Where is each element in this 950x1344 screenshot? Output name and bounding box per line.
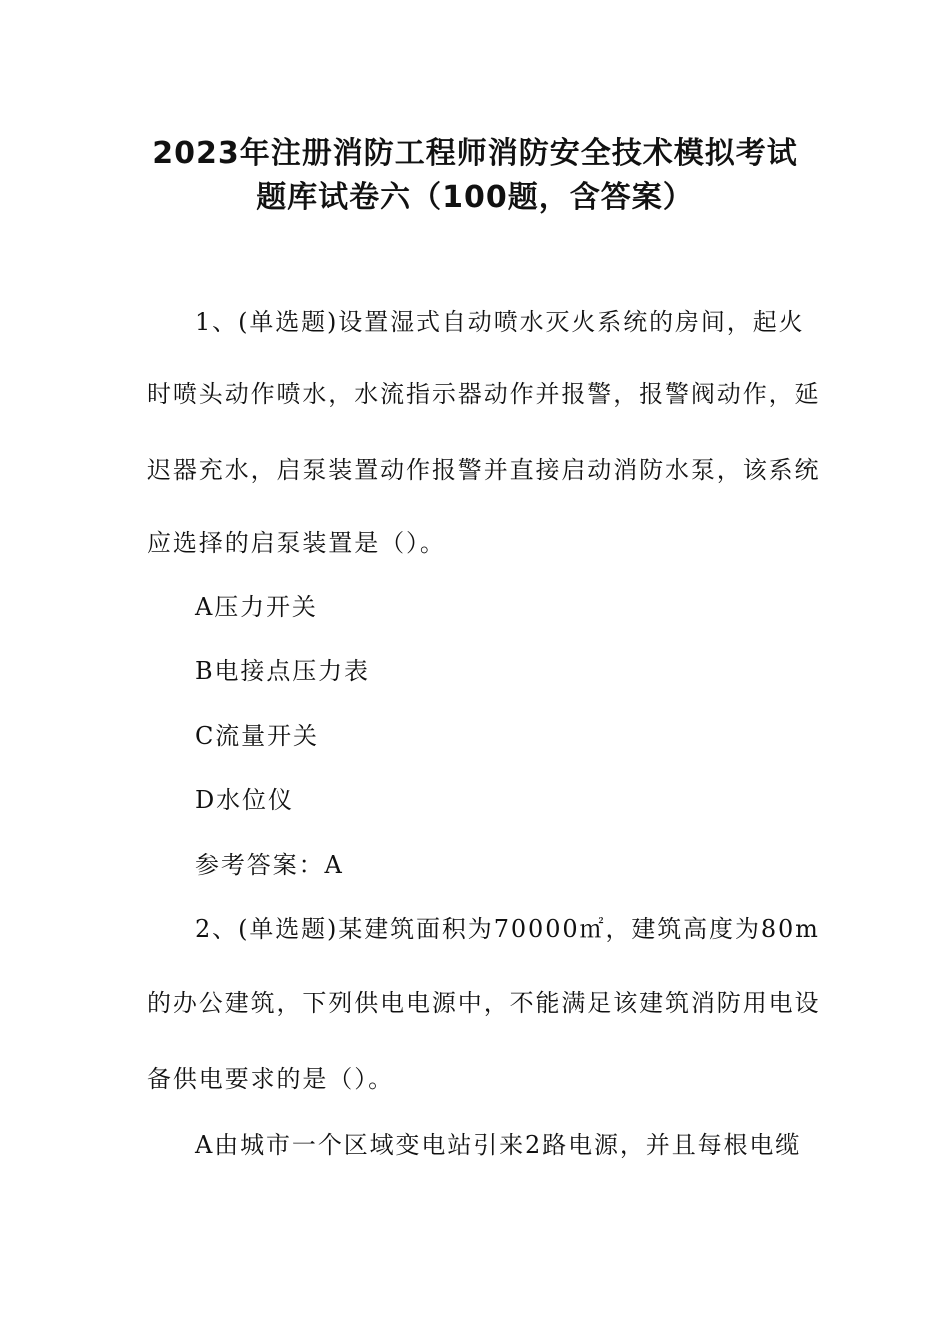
question-2-text-line-1: 2、(单选题)某建筑面积为70000㎡，建筑高度为80m [195,915,820,943]
document-title-line-2: 题库试卷六（100题，含答案） [256,180,694,215]
question-2-text-line-2: 的办公建筑，下列供电电源中，不能满足该建筑消防用电设 [147,989,821,1017]
question-1-option-b: B电接点压力表 [195,657,370,685]
question-2-option-a: A由城市一个区域变电站引来2路电源，并且每根电缆 [195,1131,802,1159]
question-1-text-line-1: 1、(单选题)设置湿式自动喷水灭火系统的房间，起火 [195,308,805,336]
document-title-line-1: 2023年注册消防工程师消防安全技术模拟考试 [152,136,798,171]
question-1-text-line-4: 应选择的启泵装置是（）。 [147,529,446,557]
question-1-option-c: C流量开关 [195,722,319,750]
question-2-text-line-3: 备供电要求的是（）。 [147,1065,394,1093]
question-1-option-d: D水位仪 [195,786,294,814]
question-1-text-line-3: 迟器充水，启泵装置动作报警并直接启动消防水泵，该系统 [147,456,821,484]
question-1-option-a: A压力开关 [195,593,318,621]
question-1-answer: 参考答案：A [195,851,344,879]
question-1-text-line-2: 时喷头动作喷水，水流指示器动作并报警，报警阀动作，延 [147,380,821,408]
